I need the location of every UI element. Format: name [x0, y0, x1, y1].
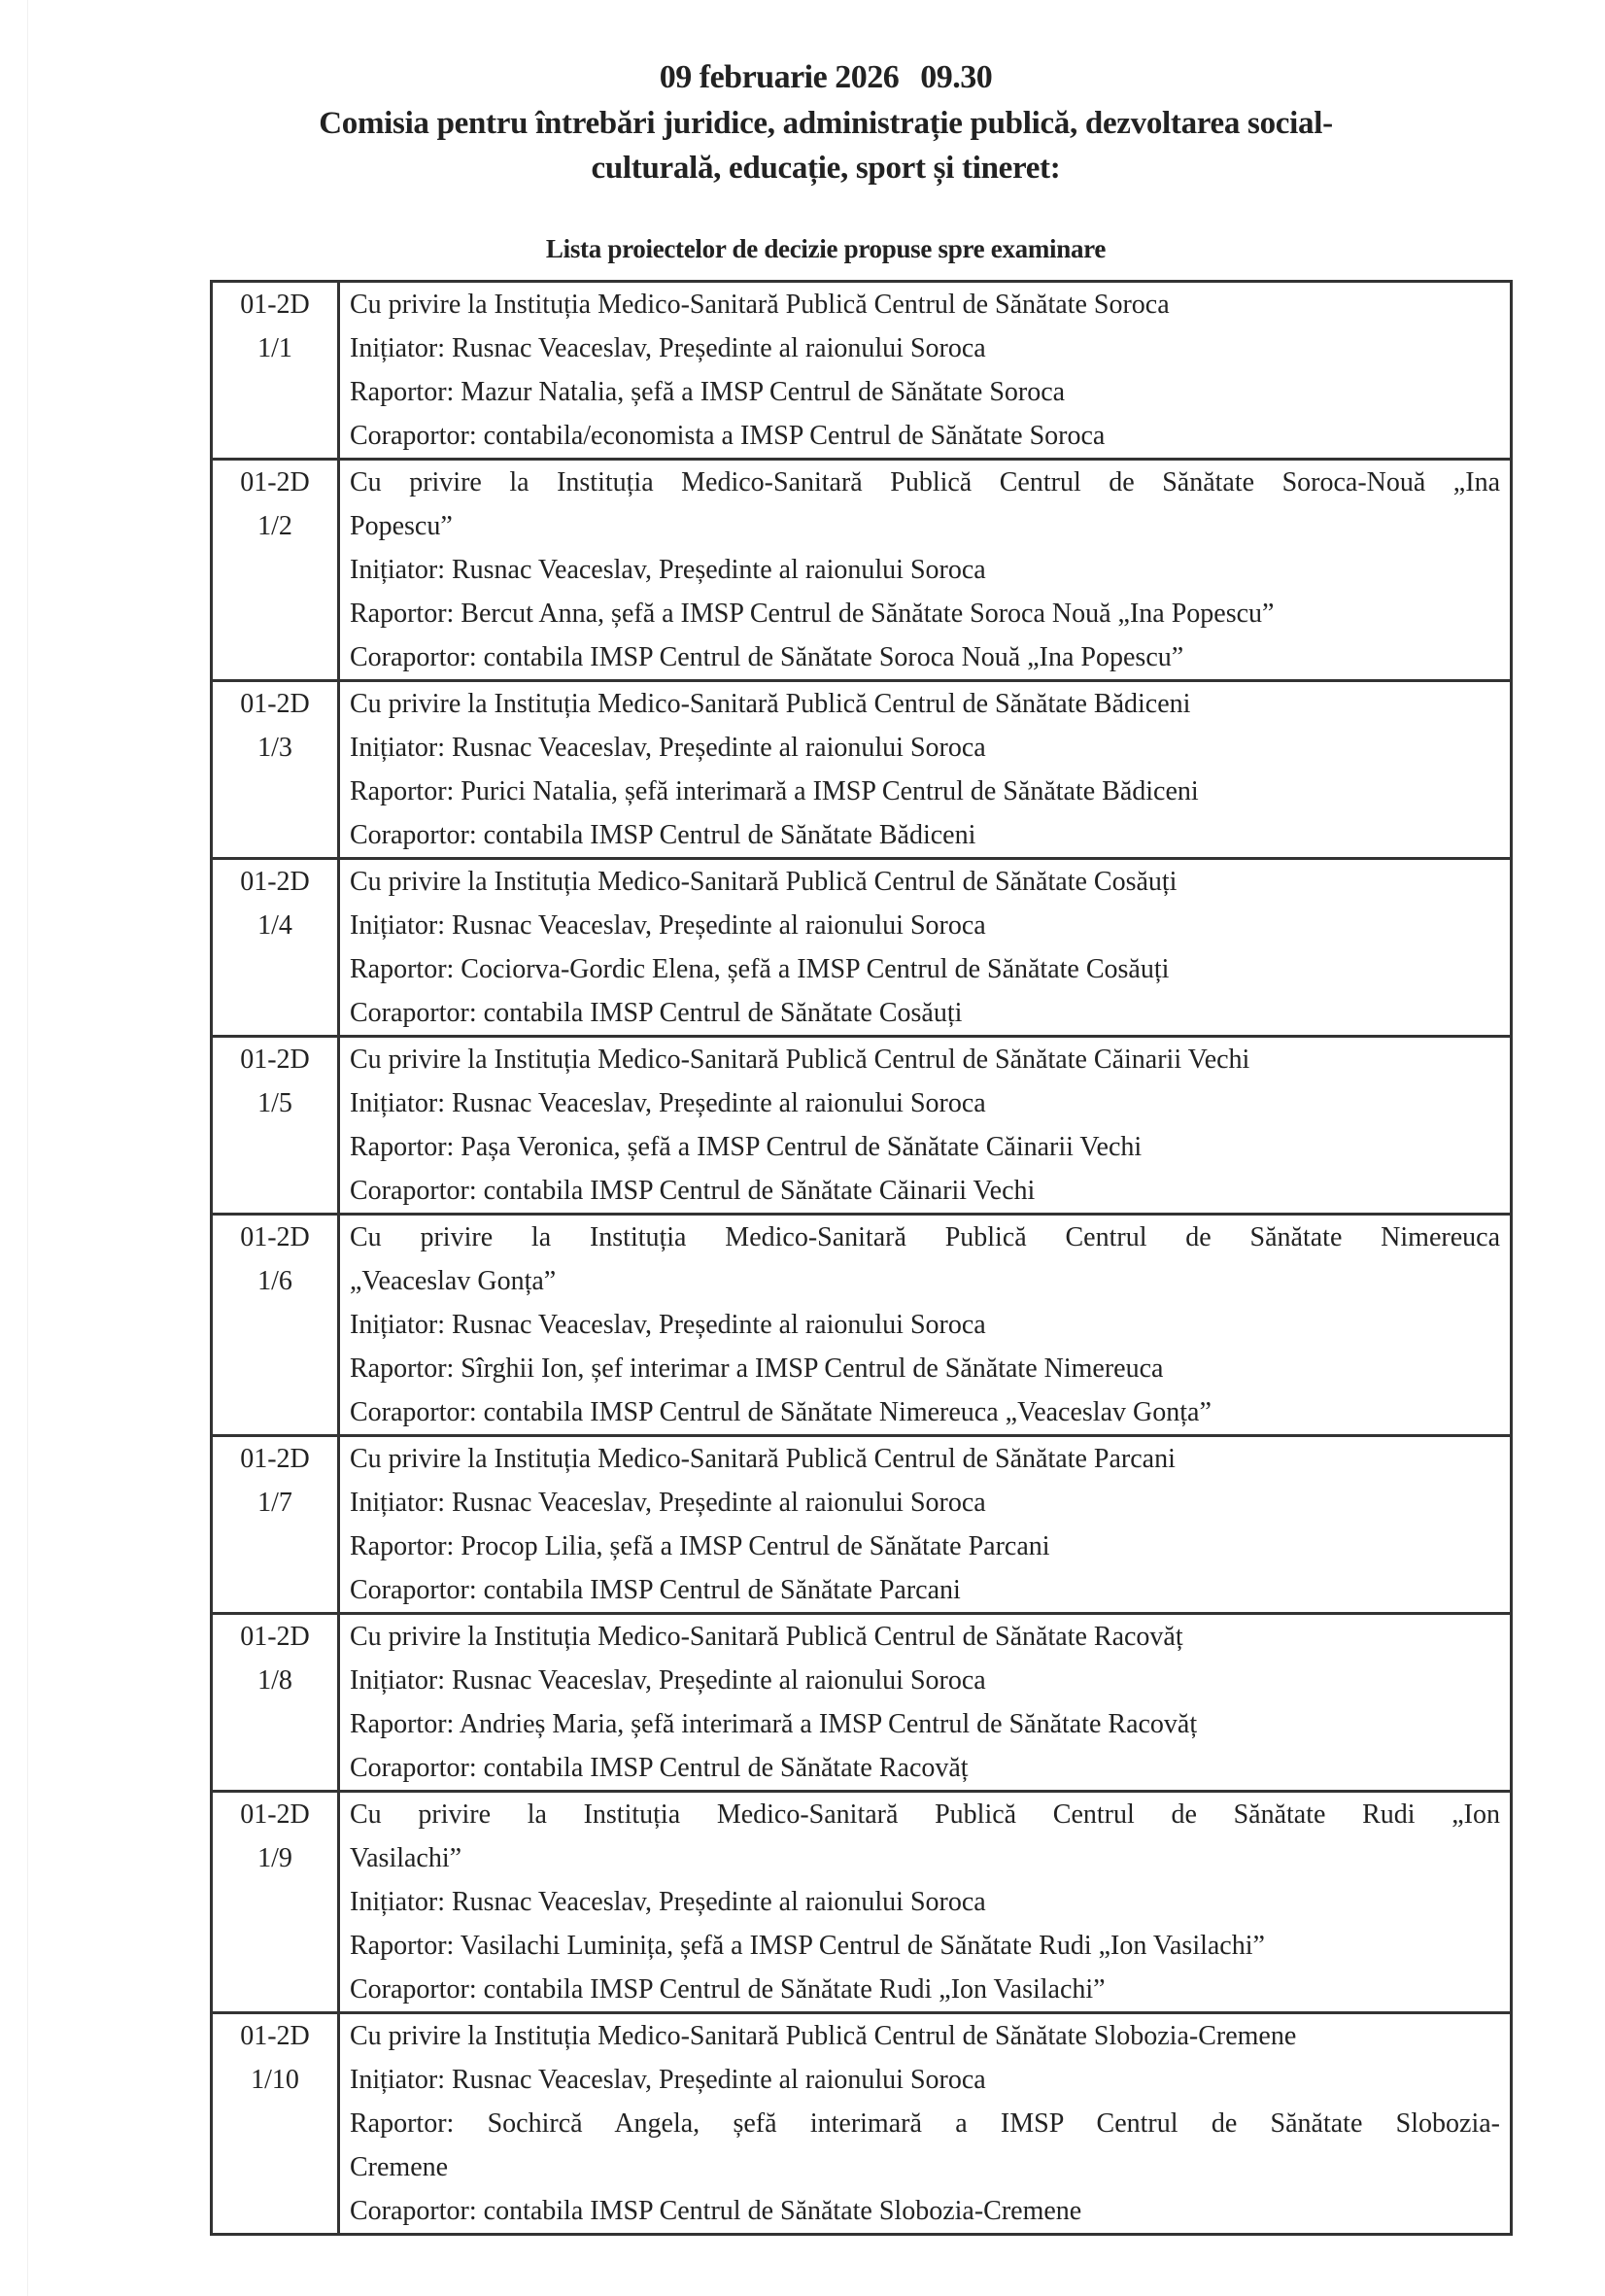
project-coraportor: Coraportor: contabila IMSP Centrul de Sănătate Bădiceni	[350, 820, 976, 850]
project-code-cell	[212, 681, 339, 859]
projects-table	[210, 280, 1513, 2236]
project-code: 01-2D	[240, 1045, 310, 1075]
project-code-cell	[212, 1215, 339, 1436]
project-row	[212, 1215, 1512, 1436]
meeting-date-time	[194, 56, 1457, 99]
project-subject: Vasilachi”	[350, 1843, 462, 1873]
project-code: 01-2D	[240, 689, 310, 719]
project-subject: Cu privire la Instituția Medico-Sanitară Publică Centrul de Sănătate Cosăuți	[350, 867, 1178, 897]
project-subject: Cu privire la Instituția Medico-Sanitară Publică Centrul de Sănătate Parcani	[350, 1444, 1176, 1474]
project-raportor: Raportor: Bercut Anna, șefă a IMSP Centrul de Sănătate Soroca Nouă „Ina Popescu”	[350, 599, 1275, 629]
project-code: 01-2D	[240, 1799, 310, 1830]
meeting-date: 09 februarie 2026	[659, 59, 900, 95]
project-raportor: Raportor: Purici Natalia, șefă interimară a IMSP Centrul de Sănătate Bădiceni	[350, 776, 1199, 806]
project-row	[212, 1037, 1512, 1215]
project-number: 1/6	[257, 1266, 292, 1296]
project-subject: Cu privire la Instituția Medico-Sanitară Publică Centrul de Sănătate Nimereuca	[350, 1222, 1500, 1252]
project-details-cell	[339, 460, 1512, 681]
project-raportor: Raportor: Procop Lilia, șefă a IMSP Centrul de Sănătate Parcani	[350, 1531, 1050, 1561]
project-raportor: Raportor: Pașa Veronica, șefă a IMSP Centrul de Sănătate Căinarii Vechi	[350, 1132, 1143, 1162]
project-number: 1/5	[257, 1088, 292, 1118]
project-coraportor: Coraportor: contabila IMSP Centrul de Sănătate Cosăuți	[350, 998, 963, 1028]
project-subject: Cu privire la Instituția Medico-Sanitară Publică Centrul de Sănătate Racovăț	[350, 1622, 1183, 1652]
project-number: 1/2	[257, 511, 292, 541]
project-details-cell	[339, 282, 1512, 460]
project-details-cell	[339, 681, 1512, 859]
project-number: 1/7	[257, 1488, 292, 1518]
list-title: Lista proiectelor de decizie propuse spre examinare	[545, 234, 1107, 263]
project-initiator: Inițiator: Rusnac Veaceslav, Președinte al raionului Soroca	[350, 1488, 986, 1518]
project-initiator: Inițiator: Rusnac Veaceslav, Președinte al raionului Soroca	[350, 333, 986, 363]
project-subject: Cu privire la Instituția Medico-Sanitară Publică Centrul de Sănătate Căinarii Vechi	[350, 1045, 1250, 1075]
project-row	[212, 2013, 1512, 2235]
project-details-cell	[339, 1614, 1512, 1792]
project-coraportor: Coraportor: contabila IMSP Centrul de Sănătate Rudi „Ion Vasilachi”	[350, 1974, 1106, 2005]
project-subject: Cu privire la Instituția Medico-Sanitară Publică Centrul de Sănătate Bădiceni	[350, 689, 1191, 719]
project-number: 1/10	[251, 2065, 299, 2095]
project-coraportor: Coraportor: contabila IMSP Centrul de Sănătate Nimereuca „Veaceslav Gonța”	[350, 1397, 1212, 1427]
project-initiator: Inițiator: Rusnac Veaceslav, Președinte al raionului Soroca	[350, 910, 986, 941]
project-details-cell	[339, 1037, 1512, 1215]
project-details-cell	[339, 2013, 1512, 2235]
project-code-cell	[212, 859, 339, 1037]
project-raportor: Raportor: Sochircă Angela, șefă interimară a IMSP Centrul de Sănătate Slobozia-	[350, 2108, 1500, 2139]
project-number: 1/8	[257, 1665, 292, 1696]
project-code-cell	[212, 1614, 339, 1792]
meeting-time: 09.30	[920, 59, 993, 95]
project-code: 01-2D	[240, 2021, 310, 2051]
project-row	[212, 1614, 1512, 1792]
project-code-cell	[212, 1436, 339, 1614]
project-raportor: Raportor: Sîrghii Ion, șef interimar a IMSP Centrul de Sănătate Nimereuca	[350, 1354, 1164, 1384]
commission-title-line-1: Comisia pentru întrebări juridice, administrație publică, dezvoltarea social-	[319, 106, 1333, 141]
project-number: 1/1	[257, 333, 292, 363]
project-code: 01-2D	[240, 467, 310, 497]
projects-table-body	[212, 282, 1512, 2235]
project-row	[212, 282, 1512, 460]
project-number: 1/4	[257, 910, 292, 941]
project-initiator: Inițiator: Rusnac Veaceslav, Președinte al raionului Soroca	[350, 1665, 986, 1696]
project-details-cell	[339, 859, 1512, 1037]
commission-title-line-2: culturală, educație, sport și tineret:	[591, 151, 1061, 186]
commission-title	[194, 101, 1457, 190]
project-code-cell	[212, 460, 339, 681]
project-details-cell	[339, 1436, 1512, 1614]
project-row	[212, 859, 1512, 1037]
project-subject: Cu privire la Instituția Medico-Sanitară Publică Centrul de Sănătate Soroca	[350, 290, 1170, 320]
project-number: 1/3	[257, 733, 292, 763]
project-subject: Popescu”	[350, 511, 453, 541]
project-coraportor: Coraportor: contabila IMSP Centrul de Sănătate Căinarii Vechi	[350, 1176, 1036, 1206]
project-subject: Cu privire la Instituția Medico-Sanitară Publică Centrul de Sănătate Slobozia-Cremene	[350, 2021, 1297, 2051]
project-subject: Cu privire la Instituția Medico-Sanitară Publică Centrul de Sănătate Soroca-Nouă „Ina	[350, 467, 1500, 497]
project-subject: Cu privire la Instituția Medico-Sanitară Publică Centrul de Sănătate Rudi „Ion	[350, 1799, 1500, 1830]
project-details-cell	[339, 1215, 1512, 1436]
project-row	[212, 1792, 1512, 2013]
project-code: 01-2D	[240, 867, 310, 897]
project-number: 1/9	[257, 1843, 292, 1873]
project-code-cell	[212, 2013, 339, 2235]
project-code: 01-2D	[240, 1222, 310, 1252]
project-row	[212, 681, 1512, 859]
project-details-cell	[339, 1792, 1512, 2013]
scan-artifact-line	[27, 0, 28, 2296]
project-code: 01-2D	[240, 1444, 310, 1474]
project-initiator: Inițiator: Rusnac Veaceslav, Președinte al raionului Soroca	[350, 555, 986, 585]
project-code-cell	[212, 282, 339, 460]
project-coraportor: Coraportor: contabila IMSP Centrul de Sănătate Slobozia-Cremene	[350, 2196, 1082, 2226]
project-code: 01-2D	[240, 1622, 310, 1652]
project-raportor: Raportor: Mazur Natalia, șefă a IMSP Centrul de Sănătate Soroca	[350, 377, 1066, 407]
project-raportor: Cremene	[350, 2152, 449, 2182]
project-code: 01-2D	[240, 290, 310, 320]
project-coraportor: Coraportor: contabila IMSP Centrul de Sănătate Soroca Nouă „Ina Popescu”	[350, 642, 1184, 672]
project-raportor: Raportor: Vasilachi Luminița, șefă a IMSP Centrul de Sănătate Rudi „Ion Vasilachi”	[350, 1931, 1265, 1961]
project-subject: „Veaceslav Gonța”	[350, 1266, 557, 1296]
project-raportor: Raportor: Andrieș Maria, șefă interimară a IMSP Centrul de Sănătate Racovăț	[350, 1709, 1198, 1739]
project-initiator: Inițiator: Rusnac Veaceslav, Președinte al raionului Soroca	[350, 1088, 986, 1118]
project-raportor: Raportor: Cociorva-Gordic Elena, șefă a IMSP Centrul de Sănătate Cosăuți	[350, 954, 1170, 984]
project-initiator: Inițiator: Rusnac Veaceslav, Președinte al raionului Soroca	[350, 1887, 986, 1917]
project-coraportor: Coraportor: contabila IMSP Centrul de Sănătate Racovăț	[350, 1753, 969, 1783]
project-coraportor: Coraportor: contabila/economista a IMSP Centrul de Sănătate Soroca	[350, 421, 1106, 451]
project-code-cell	[212, 1037, 339, 1215]
project-row	[212, 460, 1512, 681]
project-initiator: Inițiator: Rusnac Veaceslav, Președinte al raionului Soroca	[350, 733, 986, 763]
project-code-cell	[212, 1792, 339, 2013]
project-coraportor: Coraportor: contabila IMSP Centrul de Sănătate Parcani	[350, 1575, 961, 1605]
project-initiator: Inițiator: Rusnac Veaceslav, Președinte al raionului Soroca	[350, 2065, 986, 2095]
project-row	[212, 1436, 1512, 1614]
project-initiator: Inițiator: Rusnac Veaceslav, Președinte al raionului Soroca	[350, 1310, 986, 1340]
